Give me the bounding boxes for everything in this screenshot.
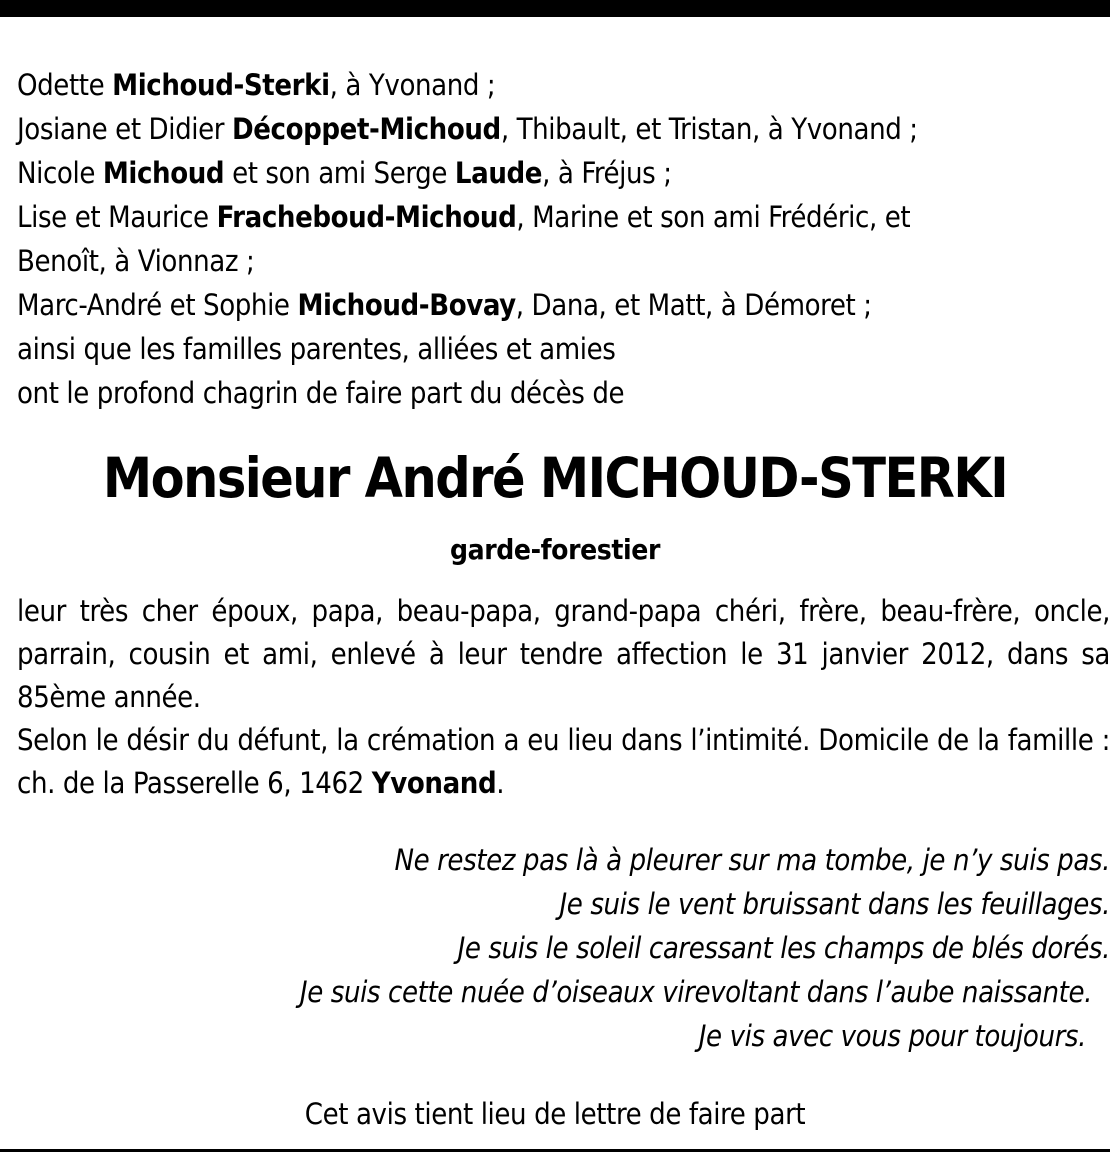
residence-town: Yvonand [371,766,497,800]
notice-body [17,590,1110,805]
deceased-title: garde-forestier [449,533,660,566]
family-line: Odette Michoud-Sterki, à Yvonand ; [17,68,496,102]
family-line: Benoît, à Vionnaz ; [17,244,255,278]
poem-line: Je suis le vent bruissant dans les feuillages. [559,887,1110,921]
family-line: ainsi que les familles parentes, alliées et amies [17,332,616,366]
poem-line: Ne restez pas là à pleurer sur ma tombe, je n’y suis pas. [394,843,1110,877]
family-line: Lise et Maurice Fracheboud-Michoud, Marine et son ami Frédéric, et [17,200,911,234]
family-line: Nicole Michoud et son ami Serge Laude, à Fréjus ; [17,156,672,190]
family-list [17,63,1097,415]
top-rule [0,0,1110,17]
notice-paragraph: leur très cher époux, papa, beau-papa, grand-papa chéri, frère, beau-frère, oncle, parrain, cousin et ami, enlevé à leur tendre affection le 31 janvier 2012, dans sa 85ème année. [17,594,1110,714]
deceased-name: Monsieur André MICHOUD-STERKI [102,446,1008,510]
poem-line: Je suis le soleil caressant les champs de blés dorés. [457,931,1110,965]
closing-note: Cet avis tient lieu de lettre de faire part [304,1097,806,1131]
bottom-rule [0,1149,1110,1152]
family-line: Marc-André et Sophie Michoud-Bovay, Dana, et Matt, à Démoret ; [17,288,872,322]
poem-line: Je vis avec vous pour toujours. [698,1019,1086,1053]
family-line: Josiane et Didier Décoppet-Michoud, Thibault, et Tristan, à Yvonand ; [17,112,918,146]
poem-line: Je suis cette nuée d’oiseaux virevoltant dans l’aube naissante. [299,975,1092,1009]
family-line: ont le profond chagrin de faire part du décès de [17,376,625,410]
notice-paragraph: Selon le désir du défunt, la crémation a eu lieu dans l’intimité. Domicile de la famille : ch. de la Passerelle 6, 1462 Yvonand. [17,723,1110,800]
poem [100,838,1110,1058]
